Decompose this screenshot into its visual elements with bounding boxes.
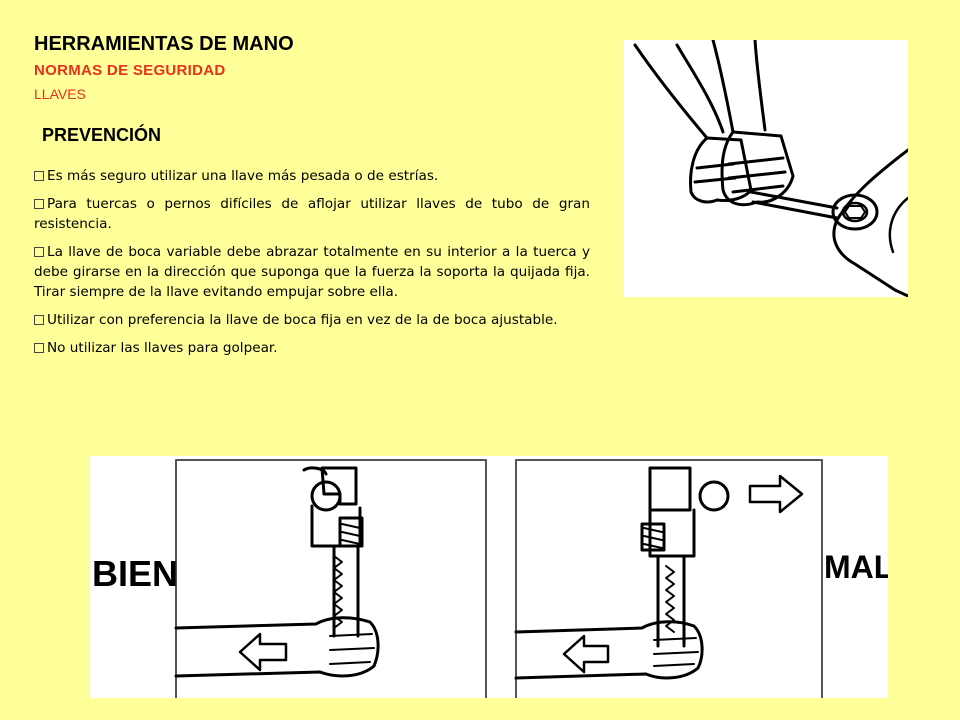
list-item-text: La llave de boca variable debe abrazar totalmente en su interior a la tuerca y debe girarse en la dirección que suponga que la fuerza la soporta la quijada fija. Tirar siempre de la llave evitando empujar sobre ella. — [34, 244, 590, 300]
list-item — [34, 166, 590, 186]
list-item-text: Es más seguro utilizar una llave más pesada o de estrías. — [47, 168, 439, 184]
prevention-list — [34, 166, 590, 366]
checkbox-bullet-icon — [34, 343, 44, 353]
checkbox-bullet-icon — [34, 247, 44, 257]
hands-wrench-drawing — [623, 40, 908, 297]
page-title: HERRAMIENTAS DE MANO — [34, 33, 294, 55]
incorrect-label: MAL — [824, 549, 888, 585]
checkbox-bullet-icon — [34, 171, 44, 181]
section-label: LLAVES — [34, 86, 86, 102]
list-item-text: No utilizar las llaves para golpear. — [47, 340, 278, 356]
adjustable-wrench-illustration — [90, 456, 888, 698]
list-item — [34, 338, 590, 358]
list-item — [34, 310, 590, 330]
hands-wrench-illustration — [623, 40, 908, 297]
list-item — [34, 242, 590, 302]
checkbox-bullet-icon — [34, 199, 44, 209]
list-item-text: Para tuercas o pernos difíciles de aflojar utilizar llaves de tubo de gran resistencia. — [34, 196, 590, 232]
adjustable-wrench-drawing — [90, 456, 888, 698]
list-item-text: Utilizar con preferencia la llave de boca fija en vez de la de boca ajustable. — [47, 312, 558, 328]
page-subtitle: NORMAS DE SEGURIDAD — [34, 62, 226, 79]
correct-label: BIEN — [92, 553, 179, 594]
list-item — [34, 194, 590, 234]
checkbox-bullet-icon — [34, 315, 44, 325]
prevention-heading: PREVENCIÓN — [42, 125, 162, 145]
